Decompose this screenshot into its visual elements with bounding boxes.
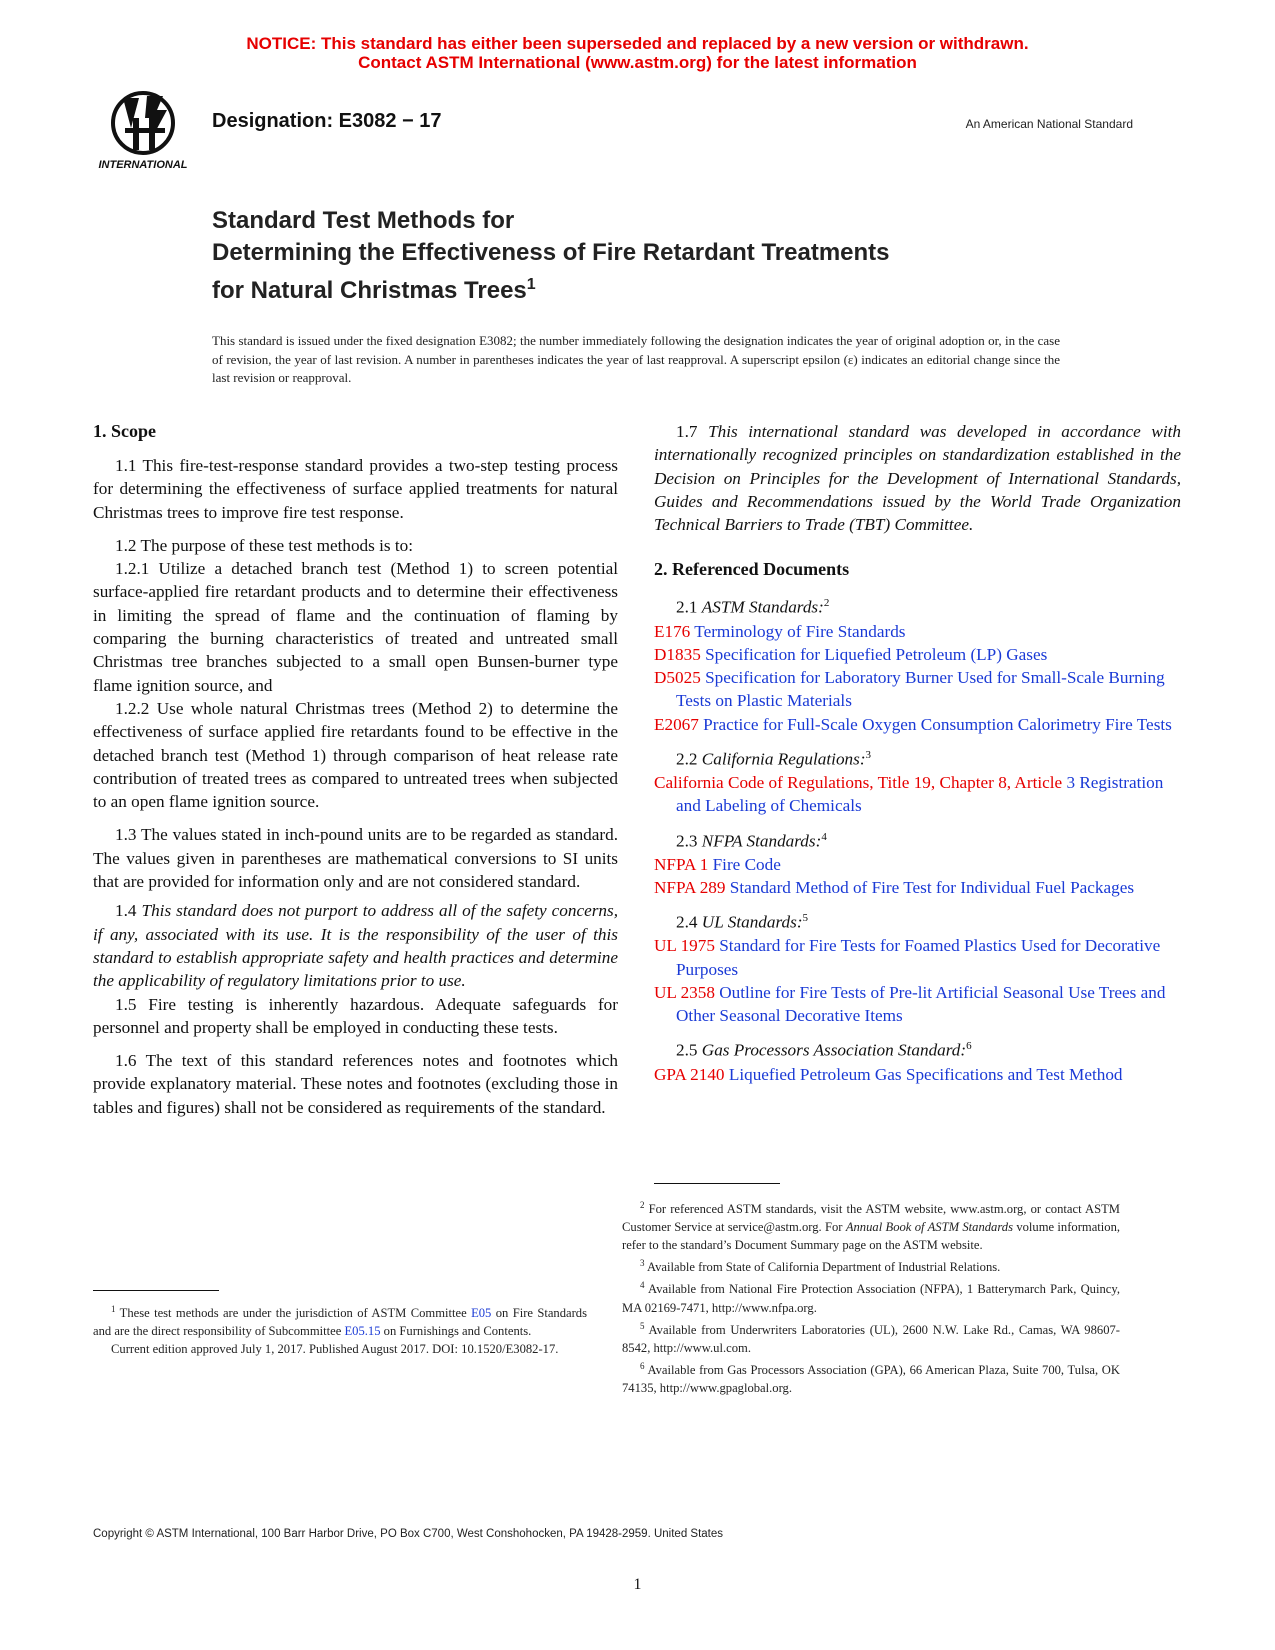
current-edition-note: Current edition approved July 1, 2017. Published August 2017. DOI: 10.1520/E3082-17. xyxy=(111,1342,559,1357)
footnote-6-text: Available from Gas Processors Association (GPA), 66 American Plaza, Suite 700, Tulsa, OK 74135, http://www.gpaglobal.org. xyxy=(622,1362,1120,1395)
para-1-7 xyxy=(654,420,1181,536)
footnote-6-mark: 6 xyxy=(640,1360,645,1371)
footnote-2-mark: 2 xyxy=(640,1200,645,1210)
para-1-3: 1.3 The values stated in inch-pound units are to be regarded as standard. The values given in parentheses are mathematical conversions to SI units that are provided for information only and are not considered standard. xyxy=(93,825,618,892)
ref-group-heading xyxy=(676,1035,1181,1062)
referenced-document-link[interactable] xyxy=(654,981,1181,1028)
footnote-1 xyxy=(93,1300,587,1340)
para-1-4-num: 1.4 xyxy=(115,901,137,921)
ref-code[interactable]: California Code of Regulations, Title 19, Chapter 8, Article xyxy=(654,773,1063,793)
footnote-4 xyxy=(622,1276,1120,1316)
ref-title[interactable]: Fire Code xyxy=(712,854,781,874)
para-1-2-1: 1.2.1 Utilize a detached branch test (Method 1) to screen potential surface-applied fire retardant products and to determine their effectiveness in limiting the spread of flame and the continuation of flaming by comparing the burning characteristics of treated and untreated small Christmas tree branches subjected to a small open Bunsen-burner type flame ignition source, and xyxy=(93,559,618,695)
ref-group-number: 2.4 xyxy=(676,912,698,932)
ref-code[interactable]: E2067 xyxy=(654,714,699,734)
ref-code[interactable]: NFPA 1 xyxy=(654,854,709,874)
footnote-5-mark: 5 xyxy=(640,1320,645,1331)
ref-group-footnote-mark[interactable]: 5 xyxy=(802,912,809,925)
para-1-1: 1.1 This fire-test-response standard provides a two-step testing process for determining the effectiveness of surface applied treatments for natural Christmas trees to improve fire test response. xyxy=(93,456,618,522)
title-footnote-mark[interactable]: 1 xyxy=(526,276,536,293)
designation: Designation: E3082 − 17 xyxy=(212,110,442,132)
ref-code[interactable]: GPA 2140 xyxy=(654,1064,725,1084)
page-number: 1 xyxy=(633,1576,642,1593)
ref-code[interactable]: UL 1975 xyxy=(654,936,715,956)
right-column xyxy=(654,420,1181,1086)
ref-group-footnote-mark[interactable]: 2 xyxy=(823,597,830,610)
footnote-1-mark: 1 xyxy=(111,1304,116,1314)
footnote-4-text: Available from National Fire Protection Association (NFPA), 1 Batterymarch Park, Quincy, MA 02169-7471, http://www.nfpa.org. xyxy=(622,1282,1120,1315)
para-1-7-text: This international standard was developed in accordance with internationally recognized principles on standardization established in the Decision on Principles for the Development of International Standards, Guides and Recommendations issued by the World Trade Organization Technical Barriers to Trade (TBT) Committee. xyxy=(654,422,1181,535)
ref-title[interactable]: Standard for Fire Tests for Foamed Plastics Used for Decorative Purposes xyxy=(676,936,1161,979)
logo-text: INTERNATIONAL xyxy=(98,159,188,171)
title-line-2: Determining the Effectiveness of Fire Retardant Treatments xyxy=(212,239,890,266)
left-column xyxy=(93,420,618,1119)
para-1-2: 1.2 The purpose of these test methods is to: xyxy=(115,535,414,555)
ref-group-label: California Regulations: xyxy=(701,749,866,769)
footnote-3-mark: 3 xyxy=(640,1258,645,1269)
ref-code[interactable]: D5025 xyxy=(654,668,701,688)
ref-group-footnote-mark[interactable]: 4 xyxy=(821,830,827,843)
referenced-documents-heading: 2. Referenced Documents xyxy=(654,559,850,580)
ref-group-number: 2.1 xyxy=(676,598,698,618)
footnote-2-italic: Annual Book of ASTM Standards xyxy=(845,1220,1013,1235)
ref-group-footnote-mark[interactable]: 6 xyxy=(966,1040,972,1053)
ref-code[interactable]: E176 xyxy=(654,621,691,641)
referenced-document-link[interactable] xyxy=(654,771,1181,818)
referenced-documents-list xyxy=(654,592,1181,1085)
left-footnote-rule xyxy=(93,1290,219,1291)
footnote-6 xyxy=(622,1357,1120,1397)
american-national-standard: An American National Standard xyxy=(965,117,1133,131)
referenced-document-link[interactable] xyxy=(654,1063,1181,1086)
footnote-1-text-c: on Furnishings and Contents. xyxy=(383,1324,532,1339)
referenced-document-link[interactable] xyxy=(654,666,1181,713)
ref-title[interactable]: Specification for Laboratory Burner Used for Small-Scale Burning Tests on Plastic Materials xyxy=(676,668,1165,711)
ref-title[interactable]: Standard Method of Fire Test for Individual Fuel Packages xyxy=(729,877,1135,897)
ref-title[interactable]: Terminology of Fire Standards xyxy=(694,621,906,641)
para-1-7-num: 1.7 xyxy=(676,422,698,441)
footnote-5 xyxy=(622,1317,1120,1357)
astm-logo xyxy=(93,88,197,178)
referenced-document-link[interactable] xyxy=(654,643,1181,666)
footnote-2-text-b: volume information, refer to the standard’s Document Summary page on the ASTM website. xyxy=(622,1220,1121,1253)
footnote-3-text: Available from State of California Department of Industrial Relations. xyxy=(646,1260,1001,1275)
footnote-2 xyxy=(622,1196,1120,1254)
ref-group-number: 2.2 xyxy=(676,749,698,769)
ref-code[interactable]: NFPA 289 xyxy=(654,877,726,897)
link-e05-15[interactable]: E05.15 xyxy=(344,1324,381,1339)
ref-group-label: Gas Processors Association Standard: xyxy=(701,1041,967,1061)
footnote-3 xyxy=(622,1254,1120,1276)
referenced-document-link[interactable] xyxy=(654,620,1181,643)
right-footnote-rule xyxy=(654,1183,780,1184)
referenced-document-link[interactable] xyxy=(654,876,1181,899)
referenced-document-link[interactable] xyxy=(654,934,1181,981)
footnote-5-text: Available from Underwriters Laboratories (UL), 2600 N.W. Lake Rd., Camas, WA 98607-8542, http://www.ul.com. xyxy=(622,1322,1120,1355)
ref-title[interactable]: Outline for Fire Tests of Pre-lit Artificial Seasonal Use Trees and Other Seasonal Decorative Items xyxy=(676,982,1166,1026)
footnote-1-text-b: on Fire Standards and are the direct responsibility of Subcommittee xyxy=(93,1306,588,1339)
ref-group-heading xyxy=(676,826,1181,853)
notice-line-1: NOTICE: This standard has either been superseded and replaced by a new version or withdrawn. xyxy=(246,34,1029,53)
scope-heading: 1. Scope xyxy=(93,421,156,441)
ref-title[interactable]: Liquefied Petroleum Gas Specifications and Test Method xyxy=(728,1064,1123,1084)
ref-title[interactable]: Specification for Liquefied Petroleum (LP) Gases xyxy=(705,644,1048,664)
para-1-5: 1.5 Fire testing is inherently hazardous. Adequate safeguards for personnel and property shall be employed in conducting these tests. xyxy=(93,994,618,1037)
footnote-2-text-a: For referenced ASTM standards, visit the ASTM website, www.astm.org, or contact ASTM Customer Service at service@astm.org. For xyxy=(622,1202,1120,1235)
ref-title[interactable]: Practice for Full-Scale Oxygen Consumption Calorimetry Fire Tests xyxy=(703,714,1172,734)
para-1-4-text: This standard does not purport to address all of the safety concerns, if any, associated with its use. It is the responsibility of the user of this standard to establish appropriate safety and health practices and determine the applicability of regulatory limitations prior to use. xyxy=(93,901,619,991)
withdrawal-notice xyxy=(0,34,1275,72)
ref-group-heading xyxy=(676,744,1181,771)
ref-group-number: 2.3 xyxy=(676,831,698,851)
copyright: Copyright © ASTM International, 100 Barr Harbor Drive, PO Box C700, West Conshohocken, PA 19428-2959. United States xyxy=(93,1528,724,1540)
referenced-document-link[interactable] xyxy=(654,713,1181,736)
page-title xyxy=(212,205,890,307)
ref-code[interactable]: UL 2358 xyxy=(654,982,715,1002)
footnote-1-text-a: These test methods are under the jurisdiction of ASTM Committee xyxy=(119,1306,467,1321)
para-1-6: 1.6 The text of this standard references notes and footnotes which provide explanatory material. These notes and footnotes (excluding those in tables and figures) shall not be considered as requirements of the standard. xyxy=(93,1051,618,1117)
notice-line-2: Contact ASTM International (www.astm.org) for the latest information xyxy=(358,53,917,72)
referenced-document-link[interactable] xyxy=(654,853,1181,876)
right-footnotes xyxy=(622,1196,1120,1397)
para-1-2-2: 1.2.2 Use whole natural Christmas trees (Method 2) to determine the effectiveness of surface applied fire retardants found to be effective in the detached branch test (Method 1) through comparison of heat release rate contribution of treated trees as compared to untreated trees when subjected to an open flame ignition source. xyxy=(93,698,618,812)
title-line-3: for Natural Christmas Trees xyxy=(212,277,527,304)
ref-code[interactable]: D1835 xyxy=(654,644,701,664)
issuance-note: This standard is issued under the fixed designation E3082; the number immediately following the designation indicates the year of original adoption or, in the case of revision, the year of last revision. A number in parentheses indicates the year of last reapproval. A superscript epsilon (ε) indicates an editorial change since the last revision or reapproval. xyxy=(212,333,1060,385)
link-e05[interactable]: E05 xyxy=(471,1306,492,1321)
ref-group-label: NFPA Standards: xyxy=(701,831,822,851)
ref-group-label: UL Standards: xyxy=(701,912,803,932)
left-footnotes xyxy=(93,1300,587,1358)
ref-group-footnote-mark[interactable]: 3 xyxy=(865,749,872,761)
ref-group-heading xyxy=(676,592,1181,619)
ref-group-label: ASTM Standards: xyxy=(701,598,824,618)
ref-title[interactable]: 3 Registration and Labeling of Chemicals xyxy=(676,773,1164,816)
title-line-1: Standard Test Methods for xyxy=(212,207,515,234)
footnote-4-mark: 4 xyxy=(640,1280,645,1291)
para-1-4 xyxy=(93,899,618,992)
ref-group-number: 2.5 xyxy=(676,1041,698,1061)
ref-group-heading xyxy=(676,907,1181,934)
